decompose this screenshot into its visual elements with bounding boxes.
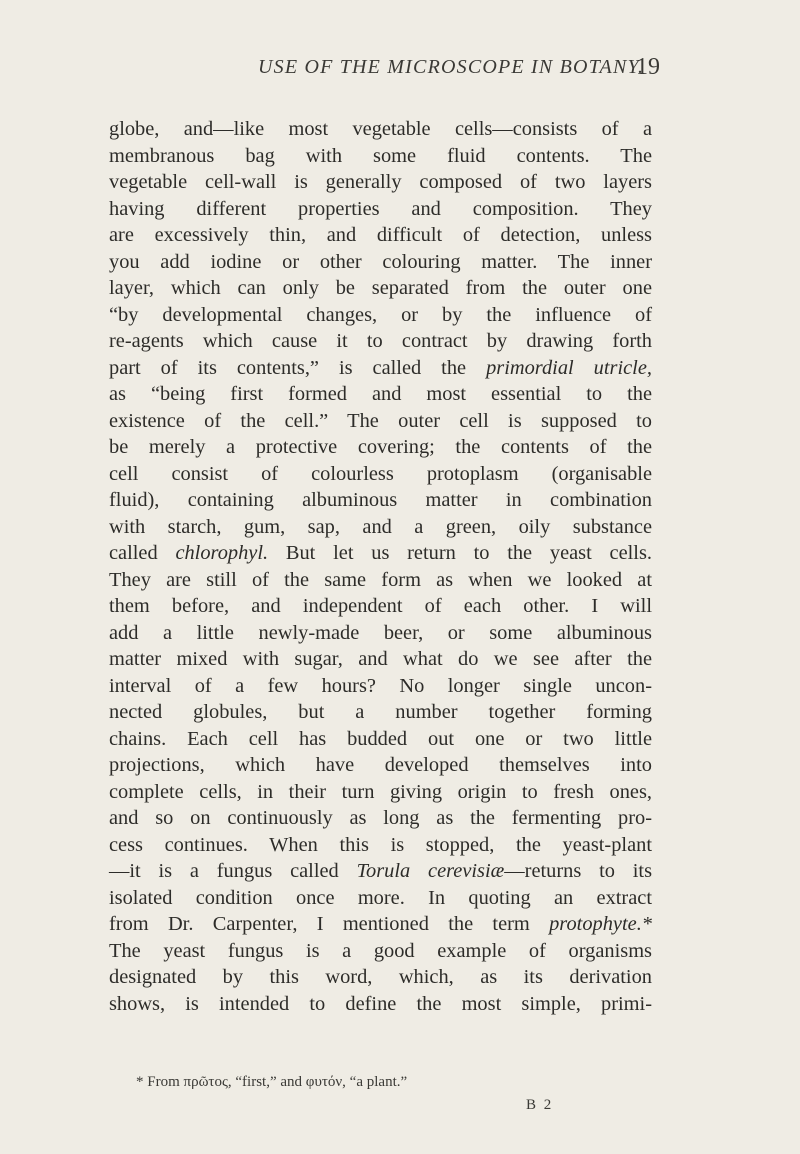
text-run: having different properties and composition. They [109, 197, 652, 220]
italic-term: protophyte.* [549, 913, 652, 935]
text-run: from Dr. Carpenter, I mentioned the term [109, 913, 550, 935]
text-line [109, 196, 652, 223]
text-line [109, 355, 652, 382]
text-run: designated by this word, which, as its derivation [109, 966, 652, 988]
footnote: * From πρῶτος, “first,” and φυτόν, “a plant.” [136, 1074, 408, 1090]
text-run: chains. Each cell has budded out one or two little [109, 727, 652, 750]
text-line [109, 461, 652, 488]
text-line [109, 275, 652, 302]
text-run: interval of a few hours? No longer single uncon- [109, 674, 652, 697]
text-line [109, 752, 652, 779]
text-line [109, 169, 652, 196]
text-line [109, 381, 652, 408]
text-line [109, 302, 652, 329]
text-run: But let us return to the yeast cells. [268, 542, 652, 564]
body-text [109, 116, 652, 1017]
text-line [109, 593, 652, 620]
text-line [109, 964, 652, 991]
text-line [109, 858, 652, 885]
page-number: 19 [636, 54, 660, 80]
text-line [109, 620, 652, 647]
text-run: are excessively thin, and difficult of detection, unless [109, 224, 652, 246]
text-line [109, 116, 652, 143]
text-run: called [109, 542, 176, 564]
text-run: vegetable cell-wall is generally composed of two layers [109, 171, 652, 193]
running-head [0, 56, 800, 86]
text-run: “by developmental changes, or by the influence of [109, 303, 652, 326]
text-line [109, 885, 652, 912]
text-run: cell consist of colourless protoplasm (organisable [109, 462, 652, 485]
text-run: complete cells, in their turn giving origin to fresh ones, [109, 780, 652, 803]
text-line [109, 646, 652, 673]
text-run: part of its contents,” is called the [109, 356, 487, 379]
text-line [109, 832, 652, 859]
text-line [109, 673, 652, 700]
text-run: you add iodine or other colouring matter. The inner [109, 250, 652, 273]
text-line [109, 567, 652, 594]
italic-term: Torula cerevisiæ [356, 860, 505, 882]
text-run: They are still of the same form as when we looked at [109, 568, 652, 591]
text-run: isolated condition once more. In quoting an extract [109, 886, 652, 909]
text-line [109, 938, 652, 965]
text-run: add a little newly-made beer, or some albuminous [109, 621, 652, 644]
text-run: them before, and independent of each other. I will [109, 595, 652, 617]
text-line [109, 143, 652, 170]
text-line [109, 911, 652, 938]
text-line [109, 514, 652, 541]
text-run: re-agents which cause it to contract by drawing forth [109, 330, 652, 352]
text-line [109, 540, 652, 567]
text-run: —returns to its [504, 860, 653, 882]
text-line [109, 487, 652, 514]
text-run: fluid), containing albuminous matter in combination [109, 489, 652, 511]
italic-term: primordial utricle, [486, 356, 652, 379]
text-line [109, 779, 652, 806]
text-run: membranous bag with some fluid contents. The [109, 144, 652, 167]
italic-term: chlorophyl. [175, 542, 269, 564]
text-run: The yeast fungus is a good example of organisms [109, 939, 652, 962]
text-line [109, 805, 652, 832]
text-run: and so on continuously as long as the fermenting pro- [109, 807, 652, 829]
text-run: projections, which have developed themselves into [109, 754, 652, 776]
text-run: with starch, gum, sap, and a green, oily substance [109, 515, 652, 538]
text-line [109, 434, 652, 461]
text-run: existence of the cell.” The outer cell is supposed to [109, 409, 652, 432]
text-run: as “being first formed and most essential to the [109, 383, 652, 405]
signature-mark: B 2 [526, 1097, 554, 1113]
text-run: layer, which can only be separated from the outer one [109, 277, 652, 299]
running-title: USE OF THE MICROSCOPE IN BOTANY. [258, 56, 645, 78]
text-run: nected globules, but a number together forming [109, 701, 652, 723]
text-run: cess continues. When this is stopped, the yeast-plant [109, 833, 652, 856]
text-line [109, 249, 652, 276]
text-run: shows, is intended to define the most simple, primi- [109, 992, 652, 1015]
text-line [109, 726, 652, 753]
text-run: —it is a fungus called [109, 860, 357, 882]
text-line [109, 408, 652, 435]
text-line [109, 328, 652, 355]
text-run: matter mixed with sugar, and what do we see after the [109, 648, 652, 670]
text-run: globe, and—like most vegetable cells—consists of a [109, 118, 652, 140]
text-line [109, 222, 652, 249]
text-line [109, 699, 652, 726]
text-run: be merely a protective covering; the contents of the [109, 436, 652, 458]
text-line [109, 991, 652, 1018]
